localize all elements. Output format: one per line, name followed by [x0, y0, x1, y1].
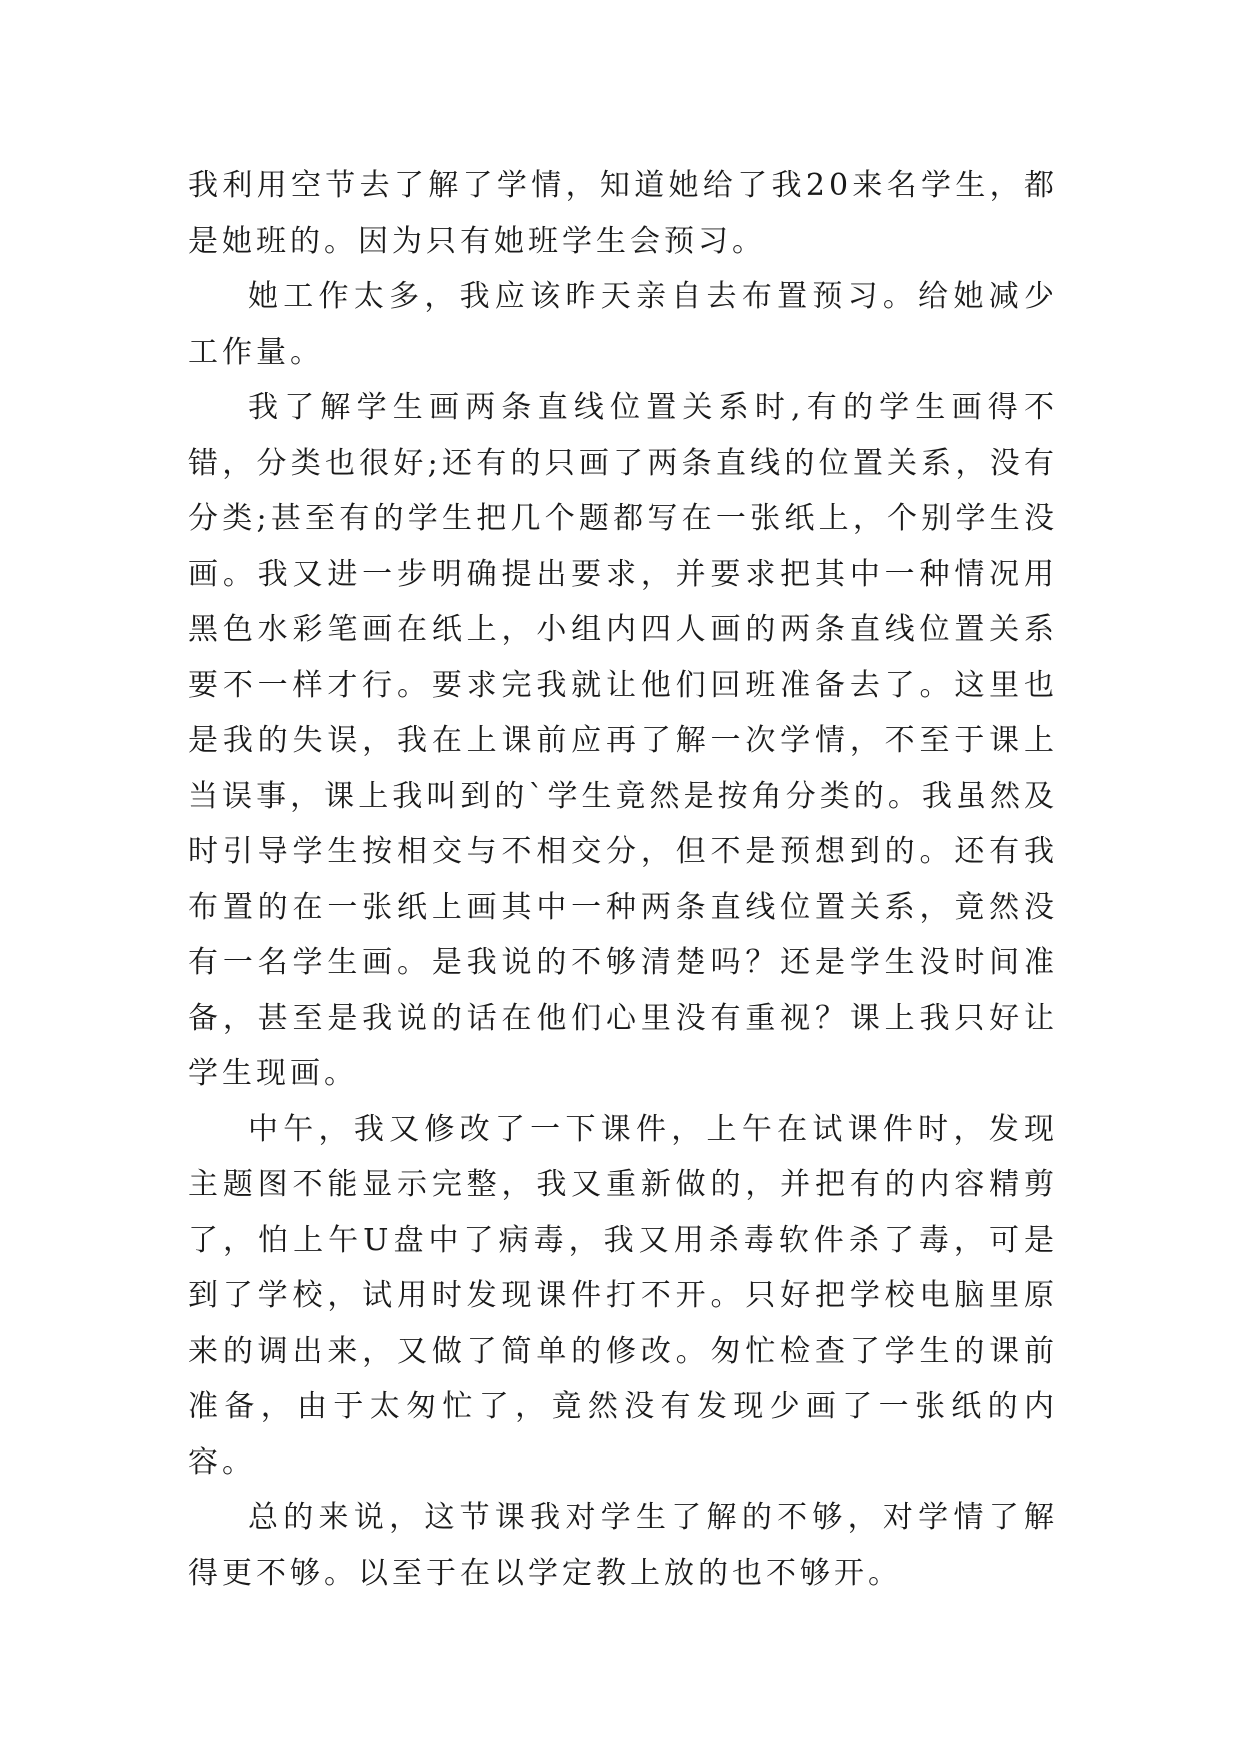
document-body	[188, 158, 1058, 1601]
paragraph-4: 中午，我又修改了一下课件，上午在试课件时，发现主题图不能显示完整，我又重新做的，并把有的内容精剪了，怕上午U盘中了病毒，我又用杀毒软件杀了毒，可是到了学校，试用时发现课件打不开。只好把学校电脑里原来的调出来，又做了简单的修改。匆忙检查了学生的课前准备，由于太匆忙了，竟然没有发现少画了一张纸的内容。	[188, 1111, 1058, 1480]
paragraph-1: 我利用空节去了解了学情，知道她给了我20来名学生，都是她班的。因为只有她班学生会预习。	[188, 168, 1058, 259]
paragraph-2: 她工作太多，我应该昨天亲自去布置预习。给她减少工作量。	[188, 279, 1058, 370]
paragraph-5: 总的来说，这节课我对学生了解的不够，对学情了解得更不够。以至于在以学定教上放的也不够开。	[188, 1500, 1058, 1591]
paragraph-3: 我了解学生画两条直线位置关系时,有的学生画得不错，分类也很好;还有的只画了两条直线的位置关系，没有分类;甚至有的学生把几个题都写在一张纸上，个别学生没画。我又进一步明确提出要求，并要求把其中一种情况用黑色水彩笔画在纸上，小组内四人画的两条直线位置关系要不一样才行。要求完我就让他们回班准备去了。这里也是我的失误，我在上课前应再了解一次学情，不至于课上当误事，课上我叫到的`学生竟然是按角分类的。我虽然及时引导学生按相交与不相交分，但不是预想到的。还有我布置的在一张纸上画其中一种两条直线位置关系，竟然没有一名学生画。是我说的不够清楚吗？还是学生没时间准备，甚至是我说的话在他们心里没有重视？课上我只好让学生现画。	[188, 390, 1058, 1091]
